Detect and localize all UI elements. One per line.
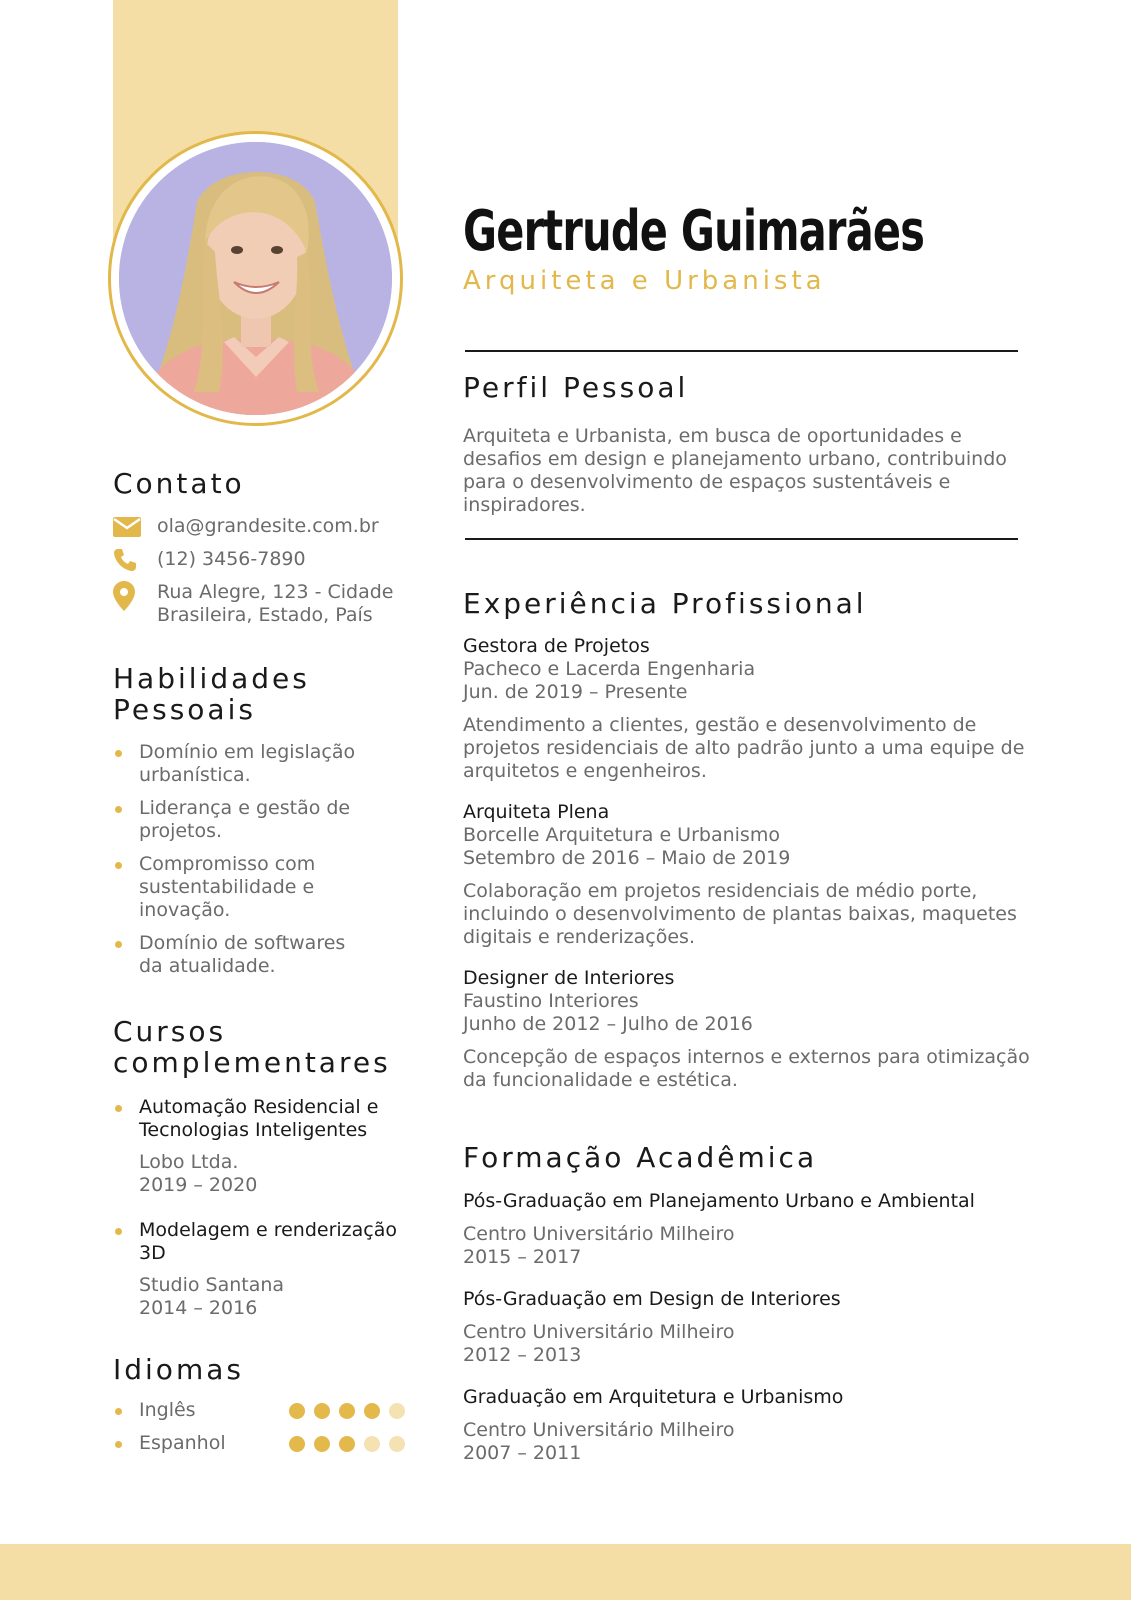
- skills-list: [113, 741, 423, 978]
- level-dot-empty: [364, 1436, 380, 1452]
- contact-list: [113, 515, 423, 627]
- courses-section: [113, 1016, 423, 1320]
- contact-phone-row: [113, 548, 423, 571]
- job-title: Arquiteta Plena: [463, 801, 610, 823]
- bottom-accent-band: [0, 1544, 1131, 1600]
- courses-heading: Cursos complementares: [113, 1015, 391, 1079]
- courses-list: [113, 1096, 423, 1320]
- phone-icon: [113, 548, 157, 571]
- divider-middle: [465, 538, 1018, 540]
- person-role: Arquiteta e Urbanista: [463, 266, 826, 296]
- sidebar-column: [113, 468, 423, 1465]
- education-period: 2015 – 2017: [463, 1246, 582, 1268]
- language-row: [113, 1432, 423, 1455]
- level-dot-filled: [364, 1403, 380, 1419]
- level-dot-filled: [289, 1436, 305, 1452]
- experience-heading: Experiência Profissional: [463, 587, 867, 620]
- level-dot-filled: [314, 1403, 330, 1419]
- job-period: Setembro de 2016 – Maio de 2019: [463, 847, 791, 869]
- location-pin-icon: [113, 581, 157, 604]
- course-school: Studio Santana: [139, 1274, 285, 1296]
- education-title: Pós-Graduação em Design de Interiores: [463, 1288, 841, 1310]
- job-title: Designer de Interiores: [463, 967, 675, 989]
- skills-heading: Habilidades Pessoais: [113, 662, 310, 726]
- skill-item: Compromisso com sustentabilidade e inovação.: [113, 853, 423, 922]
- education-period: 2007 – 2011: [463, 1442, 582, 1464]
- job-period: Junho de 2012 – Julho de 2016: [463, 1013, 753, 1035]
- education-school: Centro Universitário Milheiro: [463, 1321, 735, 1343]
- course-item: [113, 1096, 423, 1197]
- contact-heading: Contato: [113, 467, 245, 500]
- education-period: 2012 – 2013: [463, 1344, 582, 1366]
- profile-photo-frame: [108, 131, 403, 426]
- course-title: Modelagem e renderização 3D: [139, 1219, 398, 1264]
- contact-email[interactable]: ola@grandesite.com.br: [157, 515, 379, 537]
- job-company: Faustino Interiores: [463, 990, 639, 1012]
- education-school: Centro Universitário Milheiro: [463, 1419, 735, 1441]
- job-entry: [463, 967, 1033, 1092]
- level-dot-filled: [339, 1436, 355, 1452]
- language-level-dots: [289, 1436, 405, 1452]
- envelope-icon: [113, 515, 157, 538]
- level-dot-filled: [289, 1403, 305, 1419]
- contact-phone[interactable]: (12) 3456-7890: [157, 548, 306, 570]
- education-heading: Formação Acadêmica: [463, 1141, 818, 1174]
- profile-heading: Perfil Pessoal: [463, 371, 689, 404]
- job-description: Colaboração em projetos residenciais de médio porte, incluindo o desenvolvimento de plantas baixas, maquetes digitais e renderizações.: [463, 880, 1017, 948]
- language-name: Inglês: [139, 1399, 196, 1421]
- education-title: Graduação em Arquitetura e Urbanismo: [463, 1386, 844, 1408]
- profile-text: Arquiteta e Urbanista, em busca de oportunidades e desafios em design e planejamento urbano, contribuindo para o desenvolvimento de espaços sustentáveis e inspiradores.: [463, 425, 1007, 516]
- header-block: [463, 200, 1023, 296]
- person-name: Gertrude Guimarães: [463, 199, 925, 264]
- level-dot-empty: [389, 1436, 405, 1452]
- language-level-dots: [289, 1403, 405, 1419]
- profile-section: [463, 372, 1023, 517]
- skills-section: [113, 663, 423, 978]
- course-period: 2019 – 2020: [139, 1174, 258, 1196]
- course-period: 2014 – 2016: [139, 1297, 258, 1319]
- experience-section: [463, 588, 1033, 1092]
- portrait-illustration: [119, 142, 392, 415]
- education-entry: [463, 1288, 1033, 1367]
- job-period: Jun. de 2019 – Presente: [463, 681, 688, 703]
- languages-heading: Idiomas: [113, 1353, 244, 1386]
- education-section: [463, 1142, 1033, 1465]
- job-entry: [463, 801, 1033, 949]
- contact-address: Rua Alegre, 123 - Cidade Brasileira, Estado, País: [157, 581, 394, 626]
- divider-top: [465, 350, 1018, 352]
- language-row: [113, 1399, 423, 1422]
- course-item: [113, 1219, 423, 1320]
- level-dot-empty: [389, 1403, 405, 1419]
- education-school: Centro Universitário Milheiro: [463, 1223, 735, 1245]
- course-title: Automação Residencial e Tecnologias Inteligentes: [139, 1096, 379, 1141]
- course-school: Lobo Ltda.: [139, 1151, 239, 1173]
- skill-item: Domínio de softwares da atualidade.: [113, 932, 423, 978]
- level-dot-filled: [339, 1403, 355, 1419]
- job-title: Gestora de Projetos: [463, 635, 650, 657]
- job-entry: [463, 635, 1033, 783]
- education-title: Pós-Graduação em Planejamento Urbano e Ambiental: [463, 1190, 975, 1212]
- languages-section: [113, 1354, 423, 1455]
- language-name: Espanhol: [139, 1432, 226, 1454]
- job-description: Concepção de espaços internos e externos para otimização da funcionalidade e estética.: [463, 1046, 1030, 1091]
- skill-item: Liderança e gestão de projetos.: [113, 797, 423, 843]
- level-dot-filled: [314, 1436, 330, 1452]
- job-company: Pacheco e Lacerda Engenharia: [463, 658, 756, 680]
- job-description: Atendimento a clientes, gestão e desenvolvimento de projetos residenciais de alto padrão junto a uma equipe de arquitetos e engenheiros.: [463, 714, 1025, 782]
- contact-email-row: [113, 515, 423, 538]
- education-entry: [463, 1386, 1033, 1465]
- languages-list: [113, 1399, 423, 1455]
- job-company: Borcelle Arquitetura e Urbanismo: [463, 824, 780, 846]
- profile-photo: [119, 142, 392, 415]
- skill-item: Domínio em legislação urbanística.: [113, 741, 423, 787]
- education-entry: [463, 1190, 1033, 1269]
- contact-address-row: [113, 581, 423, 627]
